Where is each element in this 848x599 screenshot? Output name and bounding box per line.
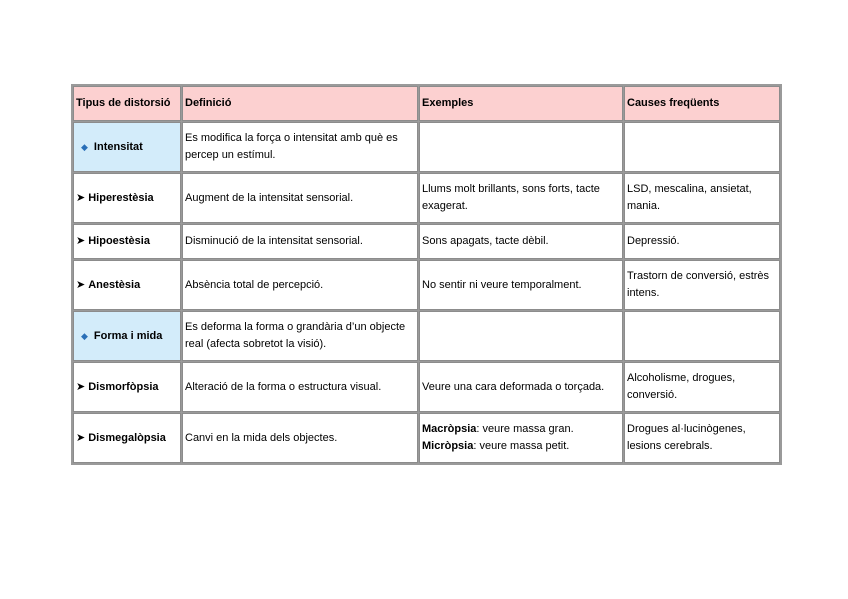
table-header-row xyxy=(73,86,780,121)
causes-cell: Drogues al·lucinògenes, lesions cerebrals. xyxy=(624,413,780,463)
row-label-cell xyxy=(73,260,181,310)
table-row xyxy=(73,224,780,259)
definicio-cell: Canvi en la mida dels objectes. xyxy=(182,413,418,463)
table-row xyxy=(73,362,780,412)
example-text: : veure massa gran. xyxy=(476,423,574,435)
causes-cell: LSD, mescalina, ansietat, mania. xyxy=(624,173,780,223)
definicio-cell: Alteració de la forma o estructura visual. xyxy=(182,362,418,412)
example-line xyxy=(422,421,620,438)
row-label-cell xyxy=(73,311,181,361)
row-label: Hiperestèsia xyxy=(88,191,154,204)
causes-cell xyxy=(624,311,780,361)
arrow-bullet-icon: ➤ xyxy=(76,278,86,291)
causes-cell: Depressió. xyxy=(624,224,780,259)
exemples-cell: No sentir ni veure temporalment. xyxy=(419,260,623,310)
causes-cell xyxy=(624,122,780,172)
table-row xyxy=(73,173,780,223)
exemples-cell xyxy=(419,122,623,172)
row-label: Forma i mida xyxy=(93,329,163,342)
table-row xyxy=(73,260,780,310)
exemples-cell: Sons apagats, tacte dèbil. xyxy=(419,224,623,259)
arrow-bullet-icon: ➤ xyxy=(76,191,86,204)
diamond-bullet-icon: ◆ xyxy=(81,141,88,152)
exemples-cell: Veure una cara deformada o torçada. xyxy=(419,362,623,412)
definicio-cell: Es deforma la forma o grandària d’un objecte real (afecta sobretot la visió). xyxy=(182,311,418,361)
table-row xyxy=(73,413,780,463)
row-label-cell xyxy=(73,413,181,463)
example-line xyxy=(422,438,620,455)
causes-cell: Alcoholisme, drogues, conversió. xyxy=(624,362,780,412)
example-text: : veure massa petit. xyxy=(473,440,570,452)
table-row xyxy=(73,122,780,172)
exemples-cell xyxy=(419,311,623,361)
row-label: Dismegalòpsia xyxy=(88,431,166,444)
header-tipus: Tipus de distorsió xyxy=(73,86,181,121)
header-definicio: Definició xyxy=(182,86,418,121)
example-term: Micròpsia xyxy=(422,440,474,452)
exemples-cell: Llums molt brillants, sons forts, tacte exagerat. xyxy=(419,173,623,223)
header-exemples: Exemples xyxy=(419,86,623,121)
causes-cell: Trastorn de conversió, estrès intens. xyxy=(624,260,780,310)
row-label: Dismorfòpsia xyxy=(88,380,159,393)
row-label: Hipoestèsia xyxy=(88,235,150,247)
definicio-cell: Es modifica la força o intensitat amb què es percep un estímul. xyxy=(182,122,418,172)
header-causes: Causes freqüents xyxy=(624,86,780,121)
exemples-cell xyxy=(419,413,623,463)
row-label: Anestèsia xyxy=(88,278,141,291)
row-label-cell xyxy=(73,173,181,223)
table-row xyxy=(73,311,780,361)
row-label-cell xyxy=(73,122,181,172)
diamond-bullet-icon: ◆ xyxy=(81,330,88,341)
definicio-cell: Augment de la intensitat sensorial. xyxy=(182,173,418,223)
arrow-bullet-icon: ➤ xyxy=(76,235,86,247)
example-term: Macròpsia xyxy=(422,423,477,435)
definicio-cell: Disminució de la intensitat sensorial. xyxy=(182,224,418,259)
distortion-table xyxy=(71,84,782,465)
arrow-bullet-icon: ➤ xyxy=(76,431,86,444)
row-label-cell xyxy=(73,362,181,412)
arrow-bullet-icon: ➤ xyxy=(76,380,86,393)
row-label: Intensitat xyxy=(93,140,143,153)
definicio-cell: Absència total de percepció. xyxy=(182,260,418,310)
row-label-cell xyxy=(73,224,181,259)
